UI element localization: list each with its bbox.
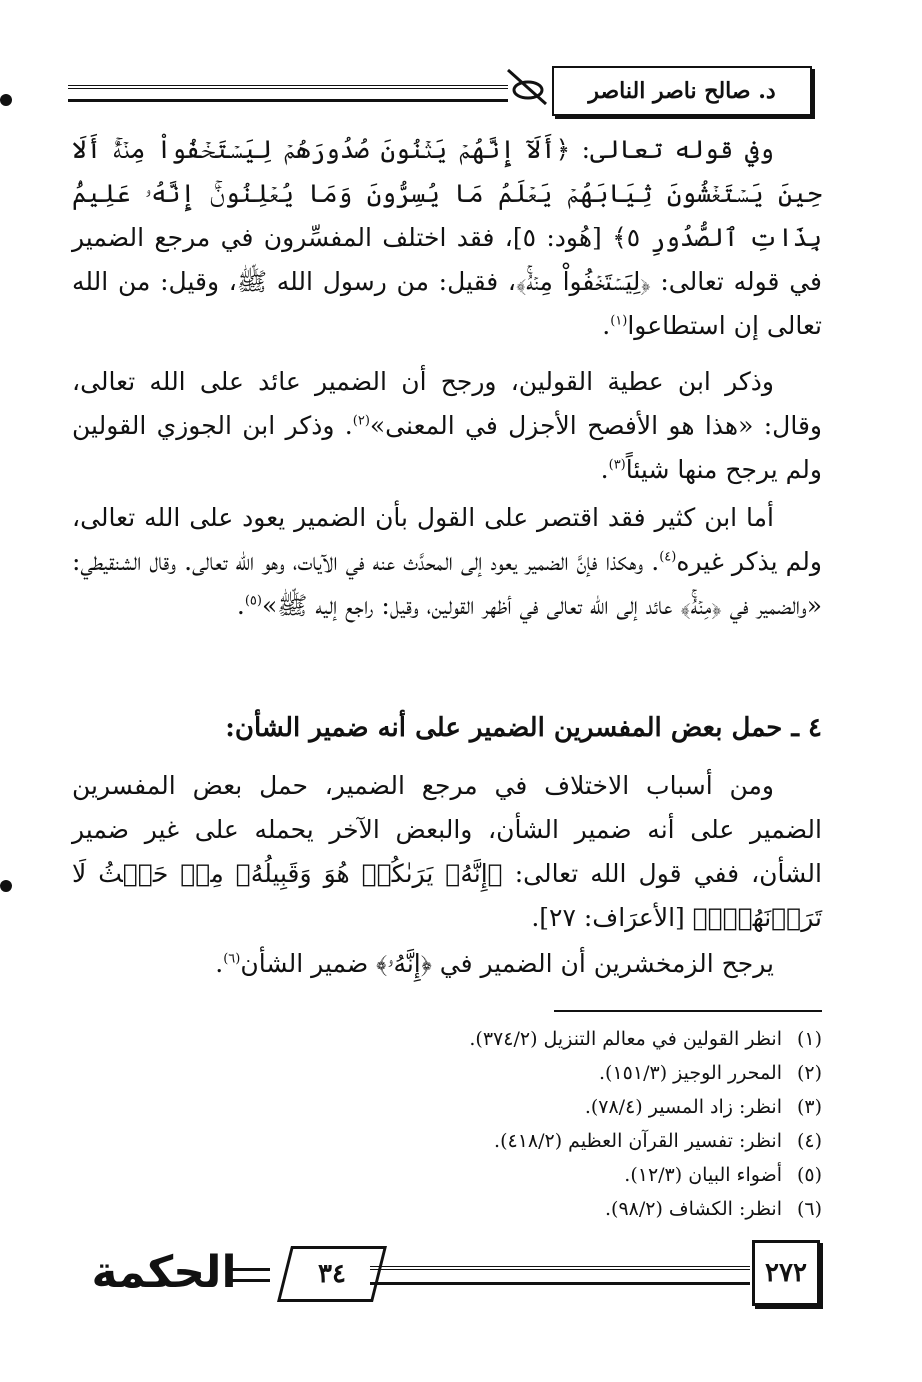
footnote-item: (٥)أضواء البيان (١٢/٣). — [624, 1164, 822, 1186]
paragraph-4: ومن أسباب الاختلاف في مرجع الضمير، حمل بعض المفسرين الضمير على أنه ضمير الشأن، والبعض الآخر يحمله على غير ضمير الشأن، ففي قول الله تعالى: ﴿إِنَّهُۥ يَرَىٰكُمۡ هُوَ وَقَبِيلُهُۥ مِنۡ حَيۡثُ لَا تَرَوۡنَهُمۡۗ﴾ [الأعرَاف: ٢٧]. — [72, 771, 822, 932]
margin-mark — [0, 94, 12, 106]
footnote-item: (٤)انظر: تفسير القرآن العظيم (٤١٨/٢). — [494, 1130, 822, 1152]
footnote-ref: (٢) — [352, 413, 370, 429]
paragraph-1: وفي قوله تعالى: ﴿أَلَآ إِنَّهُمۡ يَثۡنُونَ صُدُورَهُمۡ لِيَسۡتَخۡفُواْ مِنۡهُۚ أَلَا حِينَ يَسۡتَغۡشُونَ ثِيَابَهُمۡ يَعۡلَمُ مَا يُسِرُّونَ وَمَا يُعۡلِنُونَۚ إِنَّهُۥ عَلِيمُۢ بِذَاتِ ٱلصُّدُورِ ٥﴾ [هُود: ٥]، فقد اختلف المفسِّرون في مرجع الضمير في قوله تعالى: ﴿لِيَسۡتَخۡفُواْ مِنۡهُۚ﴾، فقيل: من رسول الله ﷺ، وقيل: من الله تعالى إن استطاعوا$^{(١)}$. — [72, 135, 823, 340]
footnote-separator — [554, 1010, 822, 1012]
author-header — [552, 66, 812, 116]
footnote-ref: (٣) — [608, 457, 626, 473]
margin-mark — [0, 880, 12, 892]
paragraph-2: وذكر ابن عطية القولين، ورجح أن الضمير عائد على الله تعالى، وقال: «هذا هو الأفصح الأجزل في المعنى»$^{(٢)}$. وذكر ابن الجوزي القولين ولم يرجح منها شيئاً$^{(٣)}$. — [72, 367, 822, 484]
author-name: د. صالح ناصر الناصر — [588, 78, 776, 104]
paragraph-3: أما ابن كثير فقد اقتصر على القول بأن الضمير يعود على الله تعالى، ولم يذكر غيره$^{(٤)}$. وهكذا فإنَّ الضمير يعود إلى المحدَّث عنه في الآيات، وهو الله تعالى. وقال الشنقيطي: «والضمير في ﴿مِنۡهُۚ﴾ عائد إلى الله تعالى في أظهر القولين، وقيل: راجع إليه ﷺ»$^{(٥)}$. — [72, 503, 822, 620]
footnote-item: (١)انظر القولين في معالم التنزيل (٣٧٤/٢). — [469, 1028, 822, 1050]
section-heading: ٤ ـ حمل بعض المفسرين الضمير على أنه ضمير الشأن: — [225, 713, 822, 743]
footnote-item: (٢)المحرر الوجيز (١٥١/٣). — [599, 1062, 822, 1084]
footer-rule-left — [232, 1268, 270, 1282]
magazine-logo: الحكمة — [91, 1246, 237, 1298]
footer-rule — [370, 1266, 750, 1285]
footnote-ref: (٤) — [659, 549, 677, 565]
footnote-item: (٦)انظر: الكشاف (٩٨/٢). — [604, 1198, 822, 1220]
pen-icon — [502, 62, 550, 110]
header-rule — [68, 85, 508, 102]
footnote-list — [122, 1022, 822, 1226]
footnote-ref: (٥) — [244, 593, 262, 609]
page-number: ٢٧٢ — [752, 1240, 820, 1306]
issue-number: ٣٤ — [277, 1246, 387, 1302]
footnote-ref: (٦) — [223, 951, 241, 967]
footnote-ref: (١) — [610, 313, 628, 329]
footnote-item: (٣)انظر: زاد المسير (٧٨/٤). — [584, 1096, 822, 1118]
paragraph-5: يرجح الزمخشرين أن الضمير في ﴿إِنَّهُۥ﴾ ضمير الشأن$^{(٦)}$. — [215, 949, 774, 978]
